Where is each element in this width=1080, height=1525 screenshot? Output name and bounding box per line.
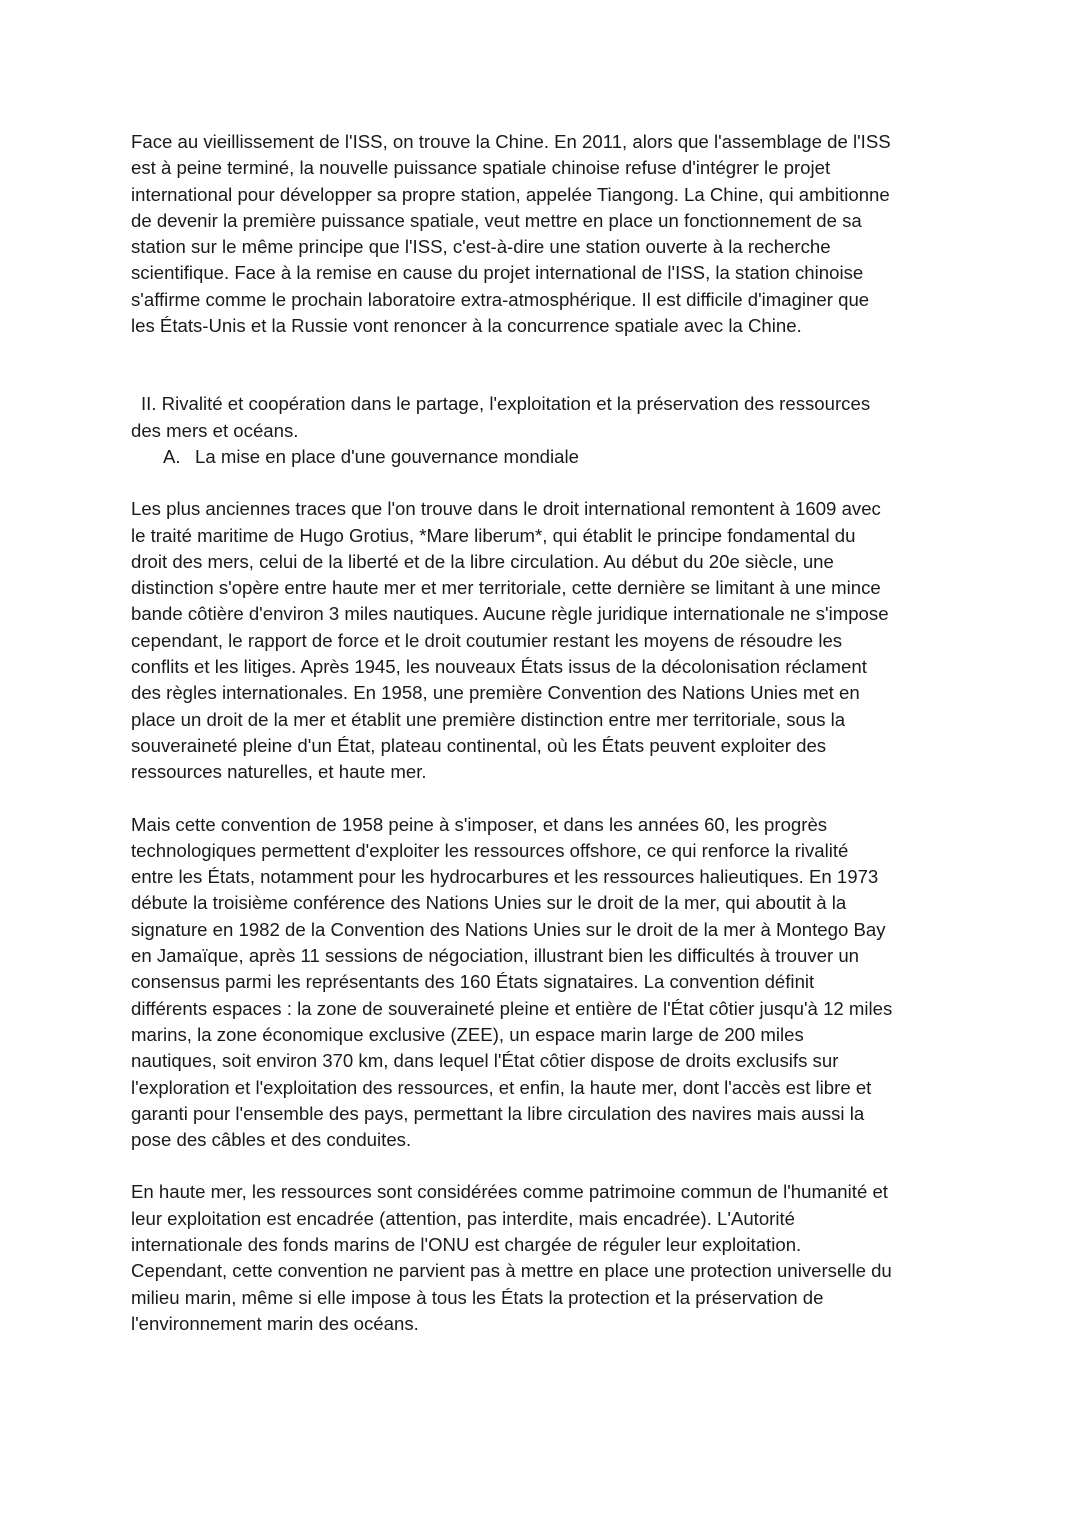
subheading [131,444,961,470]
paragraph-high-seas: En haute mer, les ressources sont considérées comme patrimoine commun de l'humanité et leur exploitation est encadrée (attention, pas interdite, mais encadrée). L'Autorité internationale des fonds marins de l'ONU est chargée de réguler leur exploitation. Cependant, cette convention ne parvient pas à mettre en place une protection universelle du milieu marin, même si elle impose à tous les États la protection et la préservation de l'environnement marin des océans. [131,1181,892,1334]
section-heading: II. Rivalité et coopération dans le partage, l'exploitation et la préservation des ressources des mers et océans. [131,393,871,441]
paragraph-china-space-station: Face au vieillissement de l'ISS, on trouve la Chine. En 2011, alors que l'assemblage de l'ISS est à peine terminé, la nouvelle puissance spatiale chinoise refuse d'intégrer le projet international pour développer sa propre station, appelée Tiangong. La Chine, qui ambitionne de devenir la première puissance spatiale, veut mettre en place un fonctionnement de sa station sur le même principe que l'ISS, c'est-à-dire une station ouverte à la recherche scientifique. Face à la remise en cause du projet international de l'ISS, la station chinoise s'affirme comme le prochain laboratoire extra-atmosphérique. Il est difficile d'imaginer que les États-Unis et la Russie vont renoncer à la concurrence spatiale avec la Chine. [131,131,891,337]
paragraph-law-of-sea-history: Les plus anciennes traces que l'on trouve dans le droit international remontent à 1609 avec le traité maritime de Hugo Grotius, *Mare liberum*, qui établit le principe fondamental du droit des mers, celui de la liberté et de la libre circulation. Au début du 20e siècle, une distinction s'opère entre haute mer et mer territoriale, cette dernière se limitant à une mince bande côtière d'environ 3 miles nautiques. Aucune règle juridique internationale ne s'impose cependant, le rapport de force et le droit coutumier restant les moyens de résoudre les conflits et les litiges. Après 1945, les nouveaux États issus de la décolonisation réclament des règles internationales. En 1958, une première Convention des Nations Unies met en place un droit de la mer et établit une première distinction entre mer territoriale, sous la souveraineté pleine d'un État, plateau continental, où les États peuvent exploiter des ressources naturelles, et haute mer. [131,498,889,783]
subheading-text: La mise en place d'une gouvernance mondiale [195,445,579,467]
document-body [131,129,961,1337]
subheading-marker: A. [163,445,181,467]
paragraph-montego-bay-convention: Mais cette convention de 1958 peine à s'imposer, et dans les années 60, les progrès technologiques permettent d'exploiter les ressources offshore, ce qui renforce la rivalité entre les États, notamment pour les hydrocarbures et les ressources halieutiques. En 1973 débute la troisième conférence des Nations Unies sur le droit de la mer, qui aboutit à la signature en 1982 de la Convention des Nations Unies sur le droit de la mer à Montego Bay en Jamaïque, après 11 sessions de négociation, illustrant bien les difficultés à trouver un consensus parmi les représentants des 160 États signataires. La convention définit différents espaces : la zone de souveraineté pleine et entière de l'État côtier jusqu'à 12 miles marins, la zone économique exclusive (ZEE), un espace marin large de 200 miles nautiques, soit environ 370 km, dans lequel l'État côtier dispose de droits exclusifs sur l'exploration et l'exploitation des ressources, et enfin, la haute mer, dont l'accès est libre et garanti pour l'ensemble des pays, permettant la libre circulation des navires mais aussi la pose des câbles et des conduites. [131,813,893,1151]
